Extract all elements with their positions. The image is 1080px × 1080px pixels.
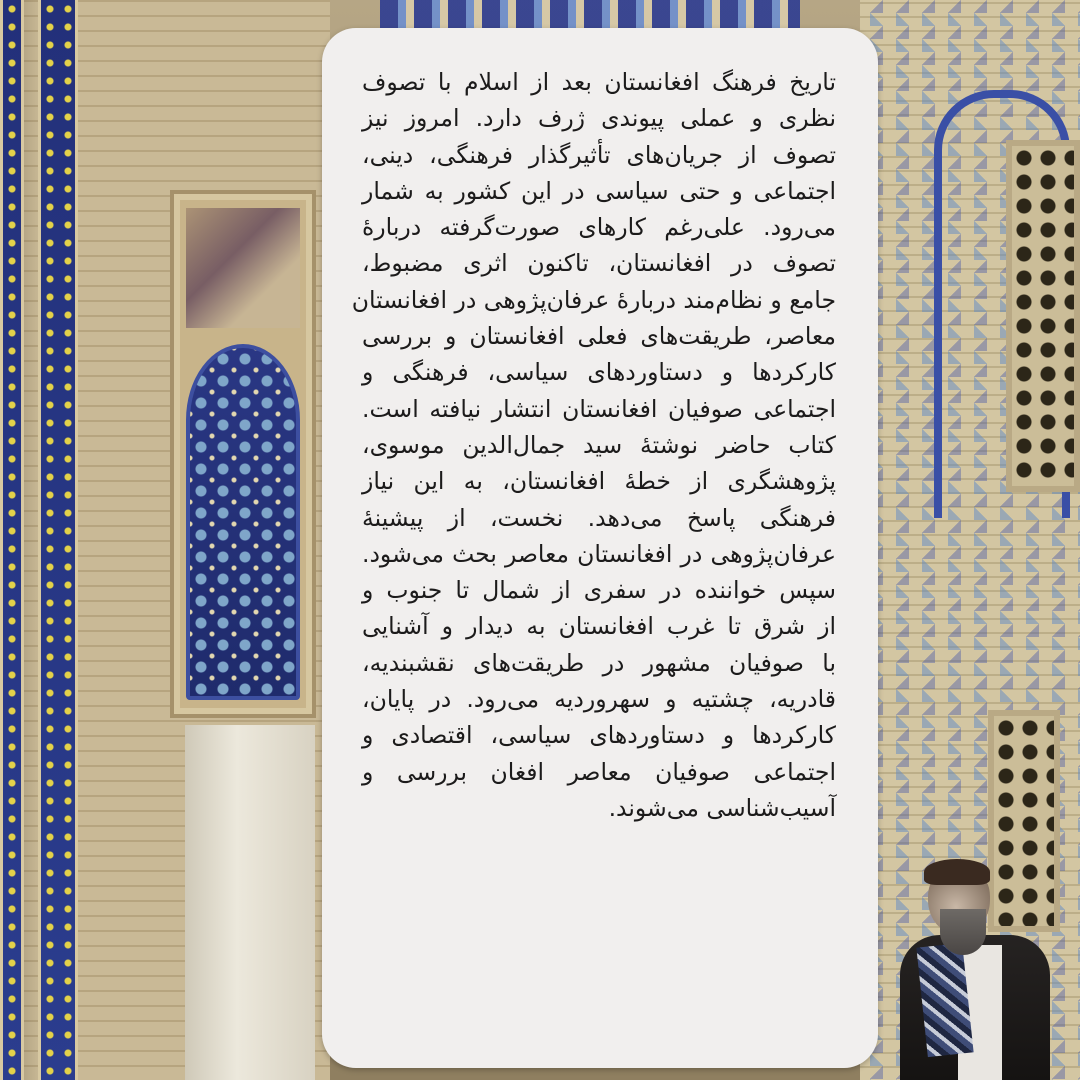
blurb-line: سپس خواننده در سفری از شمال تا جنوب و <box>362 576 836 605</box>
damaged-tile-patch <box>186 208 300 328</box>
blurb-line: جامع و نظام‌مند دربارهٔ عرفان‌پژوهی در افغانستان <box>351 285 836 314</box>
blurb-line: تصوف از جریان‌های تأثیرگذار فرهنگی، دینی، <box>362 140 836 169</box>
man-beard <box>940 909 986 955</box>
blurb-line: کارکردها و دستاوردهای سیاسی، فرهنگی و <box>362 358 836 387</box>
blurb-line: تصوف در افغانستان، تاکنون اثری مضبوط، <box>362 249 836 278</box>
blurb-line: کتاب حاضر نوشتهٔ سید جمال‌الدین موسوی، <box>362 430 836 459</box>
floral-mosaic-niche <box>186 344 300 700</box>
blurb-card <box>322 28 878 1068</box>
blurb-line: عرفان‌پژوهی در افغانستان معاصر بحث می‌شود. <box>362 539 836 568</box>
blurb-line: کارکردها و دستاوردهای سیاسی، اقتصادی و <box>362 721 836 750</box>
blurb-line: قادریه، چشتیه و سهروردیه می‌رود. در پایان، <box>362 685 836 714</box>
blurb-line: اجتماعی صوفیان افغانستان انتشار نیافته است. <box>362 394 836 423</box>
blurb-line: اجتماعی صوفیان معاصر افغان بررسی و <box>362 757 836 786</box>
man-photo <box>900 865 1050 1080</box>
upper-lattice-window <box>1006 140 1080 492</box>
blurb-line: از شرق تا غرب افغانستان به دیدار و آشنایی <box>362 612 836 641</box>
tiled-wall-panel <box>170 190 316 718</box>
blurb-line: معاصر، طریقت‌های فعلی افغانستان و بررسی <box>362 322 836 351</box>
top-tile-strip <box>380 0 800 30</box>
blurb-line: تاریخ فرهنگ افغانستان بعد از اسلام با تصوف <box>362 68 836 96</box>
blurb-line: اجتماعی و حتی سیاسی در این کشور به شمار <box>362 176 836 205</box>
blurb-line: آسیب‌شناسی می‌شوند. <box>608 793 836 822</box>
blurb-line: پژوهشگری از خطهٔ افغانستان، به این نیاز <box>362 467 836 496</box>
left-tile-band <box>38 0 78 1080</box>
blurb-line: می‌رود. علی‌رغم کارهای صورت‌گرفته دربارهٔ <box>362 213 836 242</box>
white-column <box>185 725 315 1080</box>
blurb-text <box>351 64 836 826</box>
blurb-line: نظری و عملی پیوندی ژرف دارد. امروز نیز <box>362 104 836 133</box>
left-mosaic-facade <box>0 0 330 1080</box>
left-tile-band-inner <box>0 0 24 1080</box>
blurb-line: فرهنگی پاسخ می‌دهد. نخست، از پیشینهٔ <box>362 503 836 532</box>
blurb-line: با صوفیان مشهور در طریقت‌های نقشبندیه، <box>362 648 836 677</box>
man-cap <box>924 859 990 885</box>
